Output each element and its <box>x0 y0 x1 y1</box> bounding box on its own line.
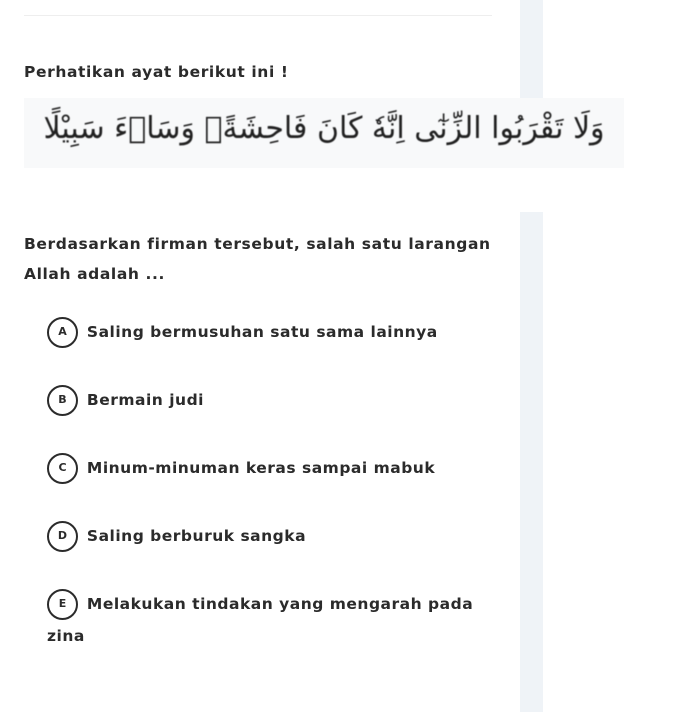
option-a[interactable] <box>47 316 487 384</box>
option-e[interactable] <box>47 588 487 656</box>
option-letter-badge: A <box>47 317 78 348</box>
option-d[interactable] <box>47 520 487 588</box>
verse-image <box>24 98 624 168</box>
option-label: Saling bermusuhan satu sama lainnya <box>86 323 438 341</box>
option-letter-badge: C <box>47 453 78 484</box>
option-c[interactable] <box>47 452 487 520</box>
option-label: Saling berburuk sangka <box>86 527 307 545</box>
answer-options <box>47 316 487 656</box>
question-text: Berdasarkan firman tersebut, salah satu larangan Allah adalah ... <box>24 235 491 283</box>
option-label: Bermain judi <box>86 391 204 409</box>
question-instruction: Perhatikan ayat berikut ini ! <box>24 63 289 81</box>
verse-arabic-text: وَلَا تَقْرَبُوا الزِّنٰٓى اِنَّهٗ كَانَ فَاحِشَةًۗ وَسَاۤءَ سَبِيْلًا <box>43 111 605 146</box>
option-label: Melakukan tindakan yang mengarah pada zina <box>47 595 474 645</box>
option-letter-badge: D <box>47 521 78 552</box>
option-b[interactable] <box>47 384 487 452</box>
option-letter-badge: B <box>47 385 78 416</box>
top-divider <box>24 15 492 16</box>
option-letter-badge: E <box>47 589 78 620</box>
side-panel-lower <box>520 212 543 712</box>
side-panel-upper <box>520 0 543 105</box>
option-label: Minum-minuman keras sampai mabuk <box>86 459 436 477</box>
